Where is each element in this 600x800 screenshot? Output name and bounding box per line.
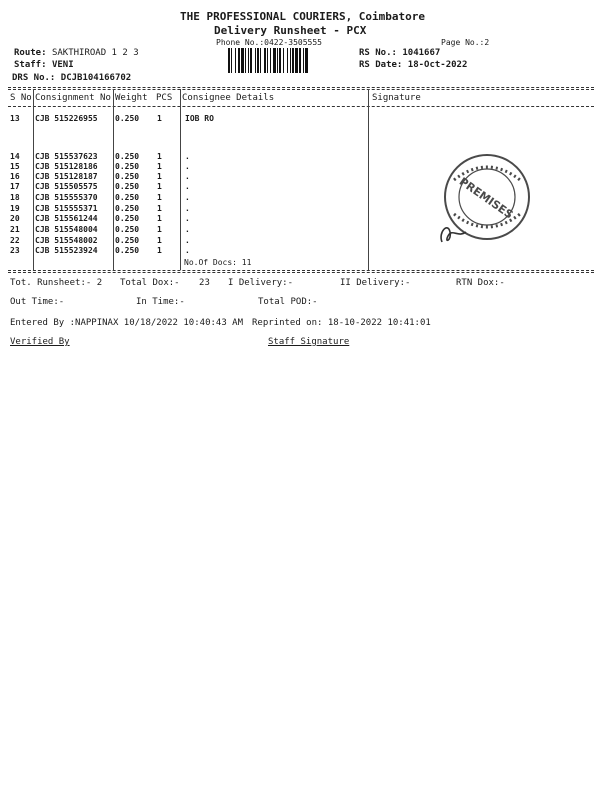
- row-consignee-details: .: [185, 246, 190, 255]
- row-weight: 0.250: [115, 162, 140, 171]
- row-weight: 0.250: [115, 182, 140, 191]
- total-pod: Total POD:-: [258, 297, 318, 307]
- rs-no-line: [359, 48, 440, 58]
- rtn-dox: RTN Dox:-: [456, 278, 505, 288]
- row-consignee-details: .: [185, 172, 190, 181]
- rs-no-label: RS No.:: [359, 48, 397, 58]
- row-pcs: 1: [157, 114, 162, 123]
- row-consignment-no: CJB 515226955: [35, 114, 98, 123]
- barcode-bar: [241, 48, 244, 73]
- row-consignment-no: CJB 515128187: [35, 172, 98, 181]
- drs-value: DCJB104166702: [60, 73, 132, 83]
- row-consignment-no: CJB 515548002: [35, 236, 98, 245]
- barcode-bar: [248, 48, 249, 73]
- staff-signature: Staff Signature: [268, 337, 350, 347]
- row-consignment-no: CJB 515555371: [35, 204, 98, 213]
- col-sep-3: [180, 89, 181, 270]
- row-weight: 0.250: [115, 225, 140, 234]
- row-sno: 17: [10, 182, 20, 191]
- col-sep-2: [113, 89, 114, 270]
- barcode-bar: [270, 48, 271, 73]
- i-delivery: I Delivery:-: [228, 278, 294, 288]
- row-consignee-details: .: [185, 152, 190, 161]
- page-number: Page No.:2: [441, 38, 490, 47]
- row-pcs: 1: [157, 172, 162, 181]
- row-consignee-details: .: [185, 225, 190, 234]
- row-weight: 0.250: [115, 246, 140, 255]
- barcode-bar: [250, 48, 252, 73]
- header-weight: Weight: [115, 93, 148, 103]
- row-weight: 0.250: [115, 236, 140, 245]
- barcode-bar: [295, 48, 298, 73]
- row-consignee-details: .: [185, 193, 190, 202]
- barcode-bar: [235, 48, 236, 73]
- barcode-bar: [299, 48, 301, 73]
- total-dox: [120, 278, 210, 288]
- barcode-bar: [257, 48, 259, 73]
- header-signature: Signature: [372, 93, 421, 103]
- table-top-rule: [8, 87, 594, 88]
- table-bottom-rule-2: [8, 272, 594, 273]
- row-consignment-no: CJB 515555370: [35, 193, 98, 202]
- barcode: [228, 48, 352, 73]
- row-weight: 0.250: [115, 172, 140, 181]
- barcode-bar: [273, 48, 276, 73]
- barcode-bar: [303, 48, 304, 73]
- row-weight: 0.250: [115, 214, 140, 223]
- runsheet-title: Delivery Runsheet - PCX: [214, 24, 367, 37]
- barcode-bar: [238, 48, 240, 73]
- route-line: [14, 48, 139, 58]
- barcode-bar: [287, 48, 288, 73]
- row-sno: 22: [10, 236, 20, 245]
- table-top-rule-2: [8, 89, 594, 90]
- rs-date-line: [359, 60, 467, 70]
- ii-delivery: II Delivery:-: [340, 278, 411, 288]
- barcode-bar: [279, 48, 281, 73]
- row-consignee-details: IOB RO: [185, 114, 214, 123]
- barcode-bar: [290, 48, 291, 73]
- barcode-bar: [277, 48, 278, 73]
- col-sep-1: [33, 89, 34, 270]
- total-dox-label: Total Dox:-: [120, 278, 180, 288]
- stamp-text: PREMISES: [456, 174, 516, 222]
- row-pcs: 1: [157, 193, 162, 202]
- staff-value: VENI: [51, 60, 74, 70]
- route-value: SAKTHIROAD 1 2 3: [51, 48, 139, 58]
- company-name: THE PROFESSIONAL COURIERS, Coimbatore: [180, 10, 426, 23]
- row-pcs: 1: [157, 204, 162, 213]
- header-pcs: PCS: [156, 93, 173, 103]
- row-consignee-details: .: [185, 214, 190, 223]
- total-dox-value: 23: [199, 278, 210, 288]
- row-pcs: 1: [157, 162, 162, 171]
- verified-by: Verified By: [10, 337, 70, 347]
- staff-label: Staff:: [14, 60, 47, 70]
- route-label: Route:: [14, 48, 47, 58]
- table-bottom-rule: [8, 270, 594, 271]
- row-sno: 15: [10, 162, 20, 171]
- row-sno: 16: [10, 172, 20, 181]
- barcode-bar: [255, 48, 256, 73]
- no-of-docs: No.Of Docs: 11: [184, 258, 252, 267]
- row-weight: 0.250: [115, 152, 140, 161]
- row-pcs: 1: [157, 214, 162, 223]
- barcode-bar: [283, 48, 284, 73]
- row-consignment-no: CJB 515523924: [35, 246, 98, 255]
- row-weight: 0.250: [115, 204, 140, 213]
- barcode-bar: [260, 48, 261, 73]
- barcode-bar: [231, 48, 232, 73]
- row-pcs: 1: [157, 152, 162, 161]
- barcode-bar: [245, 48, 246, 73]
- drs-line: [12, 73, 131, 83]
- reprinted-on: Reprinted on: 18-10-2022 10:41:01: [252, 318, 431, 328]
- row-sno: 13: [10, 114, 20, 123]
- in-time: In Time:-: [136, 297, 185, 307]
- row-pcs: 1: [157, 246, 162, 255]
- row-consignment-no: CJB 515548004: [35, 225, 98, 234]
- row-consignee-details: .: [185, 182, 190, 191]
- row-sno: 14: [10, 152, 20, 161]
- row-consignee-details: .: [185, 204, 190, 213]
- header-consignment-no: Consignment No: [35, 93, 111, 103]
- row-pcs: 1: [157, 182, 162, 191]
- row-sno: 20: [10, 214, 20, 223]
- tot-runsheet: Tot. Runsheet:- 2: [10, 278, 103, 288]
- row-consignment-no: CJB 515128186: [35, 162, 98, 171]
- row-sno: 21: [10, 225, 20, 234]
- barcode-bar: [305, 48, 308, 73]
- row-consignee-details: .: [185, 162, 190, 171]
- rs-date-value: 18-Oct-2022: [407, 60, 468, 70]
- barcode-bar: [292, 48, 294, 73]
- rs-date-label: RS Date:: [359, 60, 403, 70]
- out-time: Out Time:-: [10, 297, 65, 307]
- row-consignment-no: CJB 515561244: [35, 214, 98, 223]
- row-sno: 18: [10, 193, 20, 202]
- signature-scribble: [436, 218, 476, 248]
- phone-number: Phone No.:0422-3505555: [216, 38, 322, 47]
- row-consignee-details: .: [185, 236, 190, 245]
- row-pcs: 1: [157, 225, 162, 234]
- row-weight: 0.250: [115, 193, 140, 202]
- barcode-bar: [228, 48, 230, 73]
- row-sno: 19: [10, 204, 20, 213]
- barcode-bar: [264, 48, 266, 73]
- staff-line: [14, 60, 74, 70]
- row-consignment-no: CJB 515537623: [35, 152, 98, 161]
- header-consignee-details: Consignee Details: [182, 93, 275, 103]
- drs-label: DRS No.:: [12, 73, 56, 83]
- rs-no-value: 1041667: [402, 48, 441, 58]
- row-weight: 0.250: [115, 114, 140, 123]
- row-sno: 23: [10, 246, 20, 255]
- row-consignment-no: CJB 515505575: [35, 182, 98, 191]
- entered-by: Entered By :NAPPINAX 10/18/2022 10:40:43 AM: [10, 318, 243, 328]
- barcode-bar: [267, 48, 268, 73]
- col-sep-4: [368, 89, 369, 270]
- header-sno: S No: [10, 93, 32, 103]
- header-bottom-rule: [8, 106, 594, 107]
- row-pcs: 1: [157, 236, 162, 245]
